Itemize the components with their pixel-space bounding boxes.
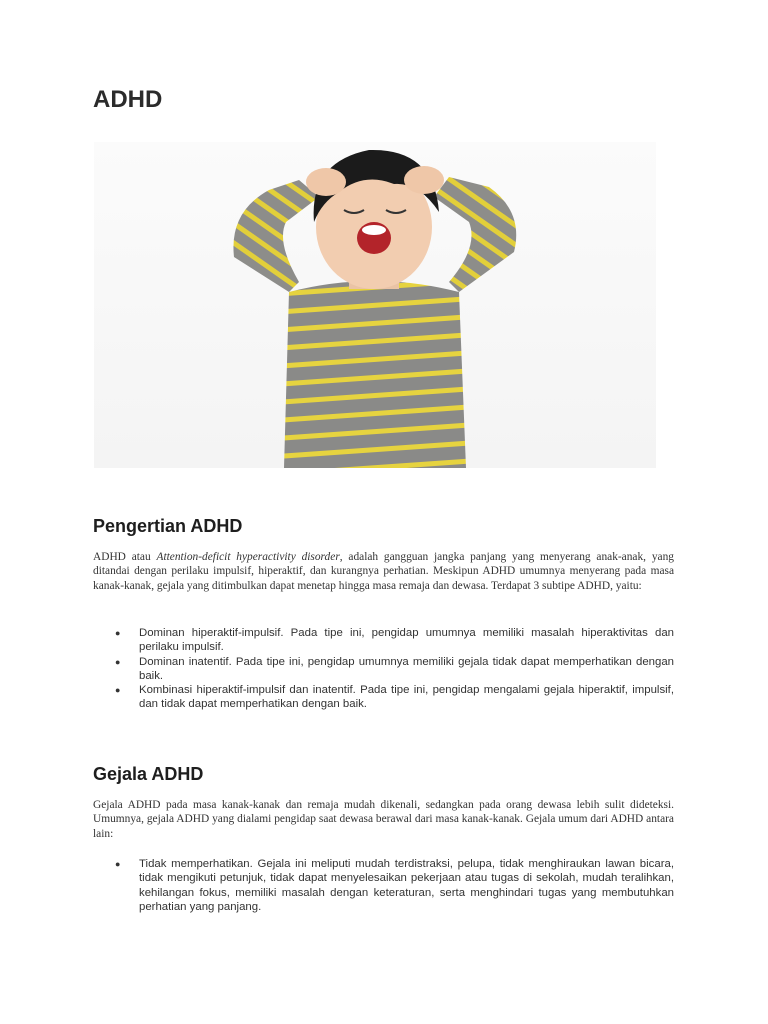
- child-screaming-photo: [94, 142, 656, 468]
- list-item-text: Tidak memperhatikan. Gejala ini meliputi mudah terdistraksi, pelupa, tidak menghiraukan lawan bicara, tidak mengikuti petunjuk, tidak dapat menyelesaikan pekerjaan atau tugas di sekolah, mudah teralihkan, kehilangan fokus, memiliki masalah dengan keteraturan, serta menghindari tugas yang membutuhkan perhatian yang panjang.: [139, 858, 674, 913]
- list-item-text: Dominan hiperaktif-impulsif. Pada tipe ini, pengidap umumnya memiliki masalah hiperaktivitas dan perilaku impulsif.: [139, 627, 674, 654]
- list-item-text: Dominan inatentif. Pada tipe ini, pengidap umumnya memiliki gejala tidak dapat memperhatikan dengan baik.: [139, 655, 674, 682]
- page-title: ADHD: [93, 86, 163, 113]
- para-prefix: ADHD atau: [93, 551, 157, 563]
- list-item: [115, 655, 674, 684]
- subtype-list: [115, 626, 674, 712]
- bullet-icon: ●: [115, 628, 121, 638]
- bullet-icon: ●: [115, 859, 121, 869]
- list-item: [115, 857, 674, 914]
- paragraph-gejala: Gejala ADHD pada masa kanak-kanak dan remaja mudah dikenali, sedangkan pada orang dewasa lebih sulit dideteksi. Umumnya, gejala ADHD yang dialami pengidap saat dewasa berawal dari masa kanak-kanak. Gejala umum dari ADHD antara lain:: [93, 799, 674, 840]
- para-rest: , adalah gangguan jangka panjang yang menyerang anak-anak, yang ditandai dengan perilaku impulsif, hiperaktif, dan kurangnya perhatian. Meskipun ADHD umumnya menyerang pada masa kanak-kanak, gejala yang ditimbulkan dapat menetap hingga masa remaja dan dewasa. Terdapat 3 subtipe ADHD, yaitu:: [93, 551, 674, 592]
- photo-illustration: [94, 142, 656, 468]
- section-heading-gejala: Gejala ADHD: [93, 764, 204, 784]
- list-item: [115, 683, 674, 712]
- symptom-list: [115, 857, 674, 914]
- list-item: [115, 626, 674, 655]
- list-item-text: Kombinasi hiperaktif-impulsif dan inatentif. Pada tipe ini, pengidap mengalami gejala hiperaktif, impulsif, dan tidak dapat memperhatikan dengan baik.: [139, 684, 674, 711]
- para-italic-term: Attention-deficit hyperactivity disorder: [156, 551, 340, 563]
- bullet-icon: ●: [115, 685, 121, 696]
- bullet-icon: ●: [115, 656, 121, 667]
- section-heading-pengertian: Pengertian ADHD: [93, 516, 243, 536]
- paragraph-pengertian: [93, 550, 674, 593]
